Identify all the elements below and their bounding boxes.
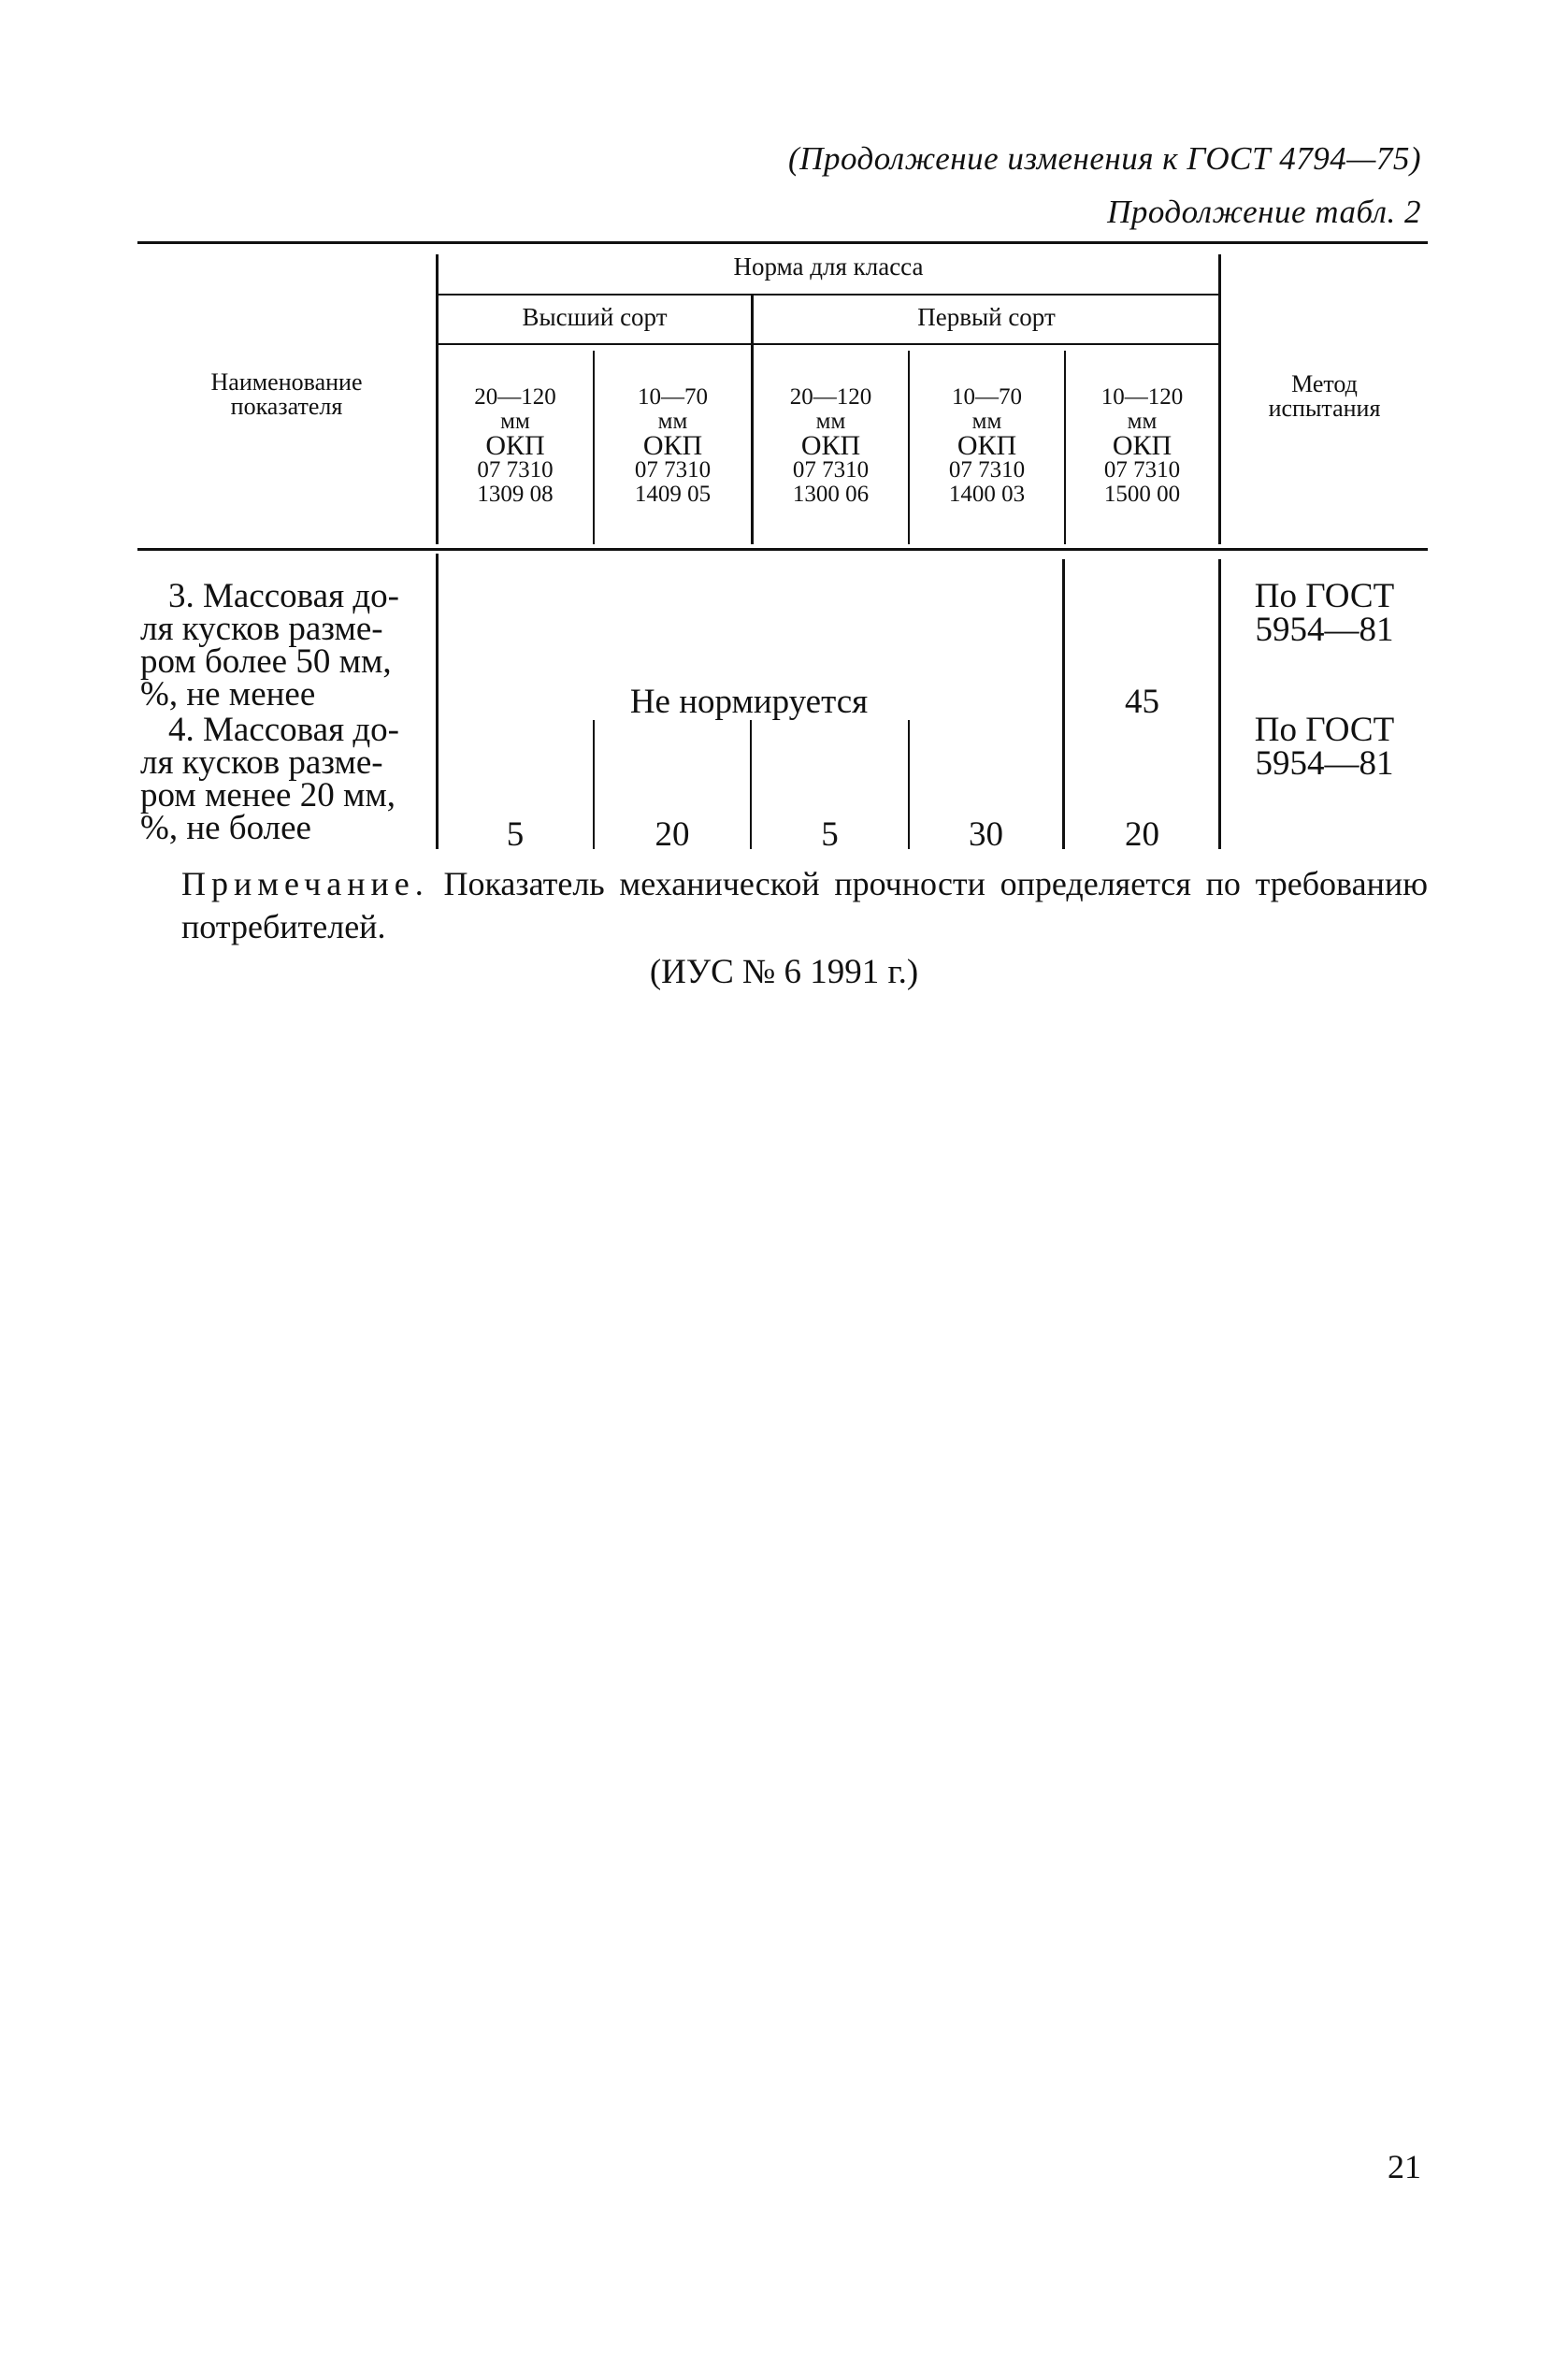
col-size: 10—70 [952,384,1022,410]
row-3-method-line2: 5954—81 [1255,611,1394,649]
row-3-name-line4: %, не менее [140,675,316,714]
grade-first-header: Первый сорт [917,303,1056,331]
row-4-value-col4: 30 [969,815,1003,854]
row-3-name-line3: ром более 50 мм, [140,642,392,681]
row-3-merged-value: Не нормируется [629,683,869,721]
col-okp: ОКП [957,430,1017,461]
col-size: 10—120 [1100,384,1184,410]
col-header-3 [754,385,908,507]
col-unit: мм [815,409,846,434]
name-header [137,370,436,419]
table-top-rule [137,241,1428,244]
col-size: 20—120 [789,384,872,410]
row-4-name [140,711,432,847]
note-text: Показатель механической прочности определяется по требованию потребителей. [181,865,1428,945]
row-4-value-col5: 20 [1125,815,1159,854]
grade-header-rule [438,343,1219,345]
method-header-line2: испытания [1268,395,1381,422]
col-code1: 07 7310 [792,457,870,483]
col-header-4 [910,385,1064,507]
row-4-value-col1: 5 [506,815,525,854]
grade-high-header: Высший сорт [522,303,668,331]
method-header-line1: Метод [1291,370,1358,397]
row-4-method-line2: 5954—81 [1255,744,1394,783]
row-3-name [140,577,432,714]
col-unit: мм [500,409,530,434]
col-header-1 [438,385,593,507]
col-okp: ОКП [642,430,703,461]
col-unit: мм [971,409,1002,434]
row-4-value-col2: 20 [655,815,690,854]
col-code2: 1500 00 [1103,482,1181,507]
norm-header-rule [438,294,1219,296]
col-size: 10—70 [638,384,708,410]
row-3-name-line1: 3. Массовая до- [168,577,399,615]
col-unit: мм [657,409,688,434]
col-unit: мм [1127,409,1158,434]
note-label: Примечание. [181,865,429,902]
ius-reference: (ИУС № 6 1991 г.) [649,953,919,991]
document-header-continuation: (Продолжение изменения к ГОСТ 4794—75) [788,140,1421,177]
col-code1: 07 7310 [948,457,1026,483]
page-number: 21 [1388,2148,1421,2185]
col-header-5 [1066,385,1218,507]
col-code2: 1300 06 [792,482,870,507]
row-4-method [1221,711,1428,783]
col-size: 20—120 [474,384,556,410]
col-okp: ОКП [1112,430,1172,461]
table-header-bottom-rule [137,548,1428,551]
col-code1: 07 7310 [634,457,712,483]
row-3-method [1221,577,1428,649]
row-3-value-col5: 45 [1125,683,1159,721]
method-header [1221,372,1428,421]
table-note [181,862,1428,948]
row-4-name-line4: %, не более [140,809,311,847]
row-4-method-line1: По ГОСТ [1254,711,1395,749]
col-code1: 07 7310 [1103,457,1181,483]
norm-header: Норма для класса [733,252,924,281]
row-4-name-line1: 4. Массовая до- [168,711,399,749]
col-code2: 1309 08 [477,482,554,507]
row-3-method-line1: По ГОСТ [1254,577,1395,615]
col-header-2 [595,385,751,507]
col-code2: 1409 05 [634,482,712,507]
row-3-name-line2: ля кусков разме- [140,610,383,648]
body-vline-col4 [1062,559,1065,849]
col-code1: 07 7310 [477,457,554,483]
name-header-line1: Наименование [210,368,363,396]
table-continuation-label: Продолжение табл. 2 [1107,194,1421,230]
row-4-name-line2: ля кусков разме- [140,743,383,782]
name-header-line2: показателя [230,393,343,420]
col-okp: ОКП [485,430,545,461]
col-okp: ОКП [800,430,861,461]
row-4-value-col3: 5 [821,815,839,854]
row-4-name-line3: ром менее 20 мм, [140,776,396,814]
col-code2: 1400 03 [948,482,1026,507]
